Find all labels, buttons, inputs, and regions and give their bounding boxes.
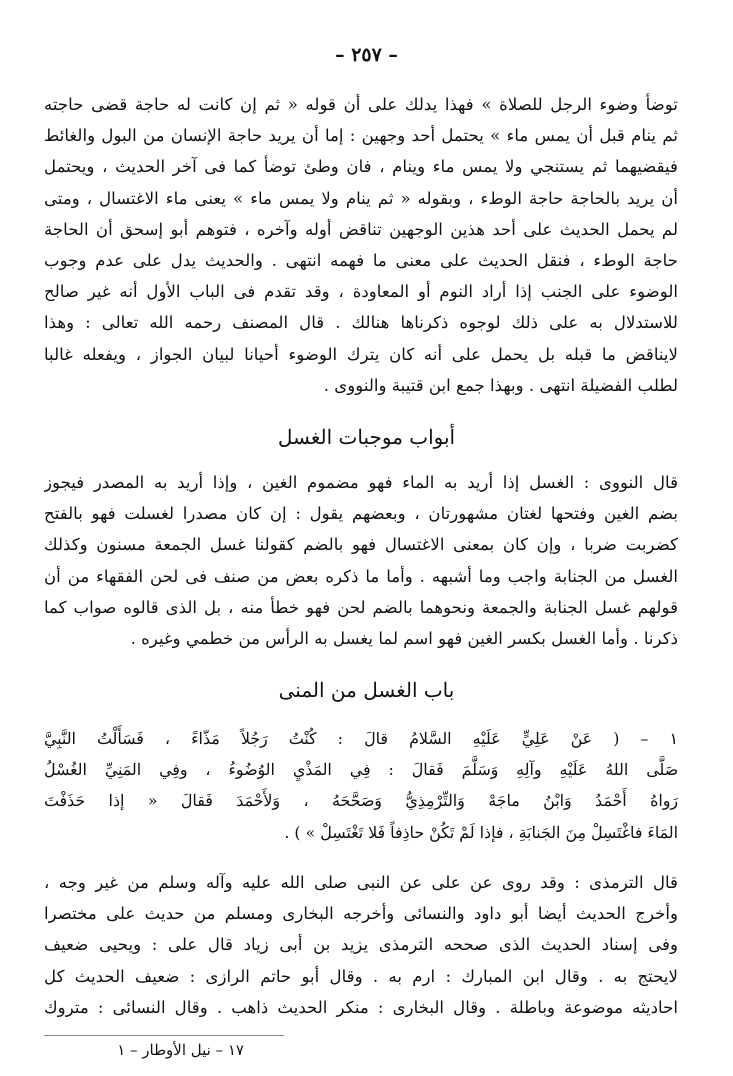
text-line: قولهم غسل الجنابة والجمعة ونحوهما بالضم لحن فهو خطأ منه ، بل الذى قالوه صواب كما [44,597,678,617]
text-line: احاديثه موضوعة وباطلة . وقال البخارى : منكر الحديث ذاهب . وقال النسائى : متروك [44,997,678,1017]
text-line: لطلب الفضيلة انتهى . وبهذا جمع ابن قتيبة والنووى . [323,375,678,395]
paragraph-wudu [44,89,678,401]
text-line: كضربت ضربا ، وإن كان بمعنى الاغتسال فهو بالضم كقولنا غسل الجمعة مسنون وكذلك [44,535,678,555]
text-line: قال الترمذى : وقد روى عن على عن النبى صلى الله عليه وآله وسلم من غير وجه ، [44,873,678,892]
section-heading: باب الغسل من المنى [278,678,455,702]
text-line: لايحتج به . وقال ابن المبارك : ارم به . وقال أبو حاتم الرازى : ضعيف الحديث كل [44,966,678,986]
book-signature: ١٧ – نيل الأوطار – ١ [117,1041,244,1059]
hadith-text [44,723,678,848]
text-line: حاجة الوطء ، فنقل الحديث على معنى ما فهمه انتهى . والحديث يدل على عدم وجوب [44,250,678,270]
page-number: – ٢٥٧ – [335,44,398,66]
text-line: بضم الغين وفتحها لغتان مشهورتان ، وبعضهم يقول : إن كان مصدرا لغسلت فهو بالفتح [44,504,678,524]
chapter-heading: أبواب موجبات الغسل [277,425,456,449]
footer-divider [44,1035,284,1036]
text-line: لايناقض ما قبله بل يحمل على أنه كان يترك الوضوء أحيانا لبيان الجواز ، ويفعله غالبا [44,344,678,364]
text-line: وأخرج الحديث أيضا أبو داود والنسائى وأخرجه البخارى ومسلم من حديث على مختصرا [44,904,678,924]
text-line: ثم ينام قبل أن يمس ماء » يحتمل أحد وجهين : إما أن يريد حاجة الإنسان من البول والغائط [44,126,678,146]
text-line: أن يريد بالحاجة حاجة الوطء ، وبقوله « ثم ينام ولا يمس ماء » يعنى ماء الاغتسال ، ومتى [44,188,678,208]
text-line: فيقضيهما ثم يستنجي ولا يمس ماء وينام ، فان وطئ توضأ كما فى آخر الحديث ، ويحتمل [44,157,678,177]
paragraph-nawawi [44,467,678,654]
text-line: رَواهُ أَحْمَدُ وَابْنُ ماجَهْ وَالتِّرْمِذِيُّ وَصَحَّحَهُ ، وَلأَحْمَدَ فَقالَ « إذا حَذَفْتَ [44,791,678,811]
text-line: المَاءَ فاغْتَسِلْ مِنَ الجَنابَةِ ، فإذا لَمْ تَكُنْ حاذِفاً فَلا تَغْتَسِلْ » ) . [284,822,678,842]
text-line: لم يحمل الحديث على أحد هذين الوجهين تناقض أوله وآخره ، فتوهم أبو إسحق أن الحاجة [44,219,678,239]
text-line: الغسل من الجنابة واجب وما أشبهه . وأما ما ذكره بعض من صنف فى لحن الفقهاء من أن [44,566,678,586]
paragraph-tirmidhi [44,867,678,1023]
text-line: قال النووى : الغسل إذا أريد به الماء فهو مضموم الغين ، وإذا أريد به المصدر فيجوز [44,473,678,492]
text-line: ذكرنا . وأما الغسل بكسر الغين فهو اسم لما يغسل به الرأس من خطمي وغيره . [130,628,678,648]
text-line: للاستدلال به على ذلك لوجوه ذكرناها هنالك . قال المصنف رحمه الله تعالى : وهذا [44,313,678,333]
text-line: توضأ وضوء الرجل للصلاة » فهذا يدلك على أن قوله « ثم إن كانت له حاجة قضى حاجته [44,95,678,114]
text-line: صَلَّى اللهُ عَلَيْهِ وآلِهِ وَسَلَّمَ فَقالَ : فِي المَذْيِ الوُضُوءُ ، وفِي المَنِيِّ الغُسْلُ [44,760,678,780]
text-line: الوضوء على الجنب إذا أراد النوم أو المعاودة ، وقد تقدم فى الباب الأول أنه غير صالح [44,282,678,302]
text-line: وفى إسناد الحديث الذى صححه الترمذى يزيد بن أبى زياد قال على : ويحيى ضعيف [44,935,678,955]
text-line: ١ – ( عَنْ عَلِيٍّ عَلَيْهِ السَّلامُ قالَ : كُنْتُ رَجُلاً مَذّاءً ، فَسَأَلْتُ النَّبِيَّ [44,729,678,748]
